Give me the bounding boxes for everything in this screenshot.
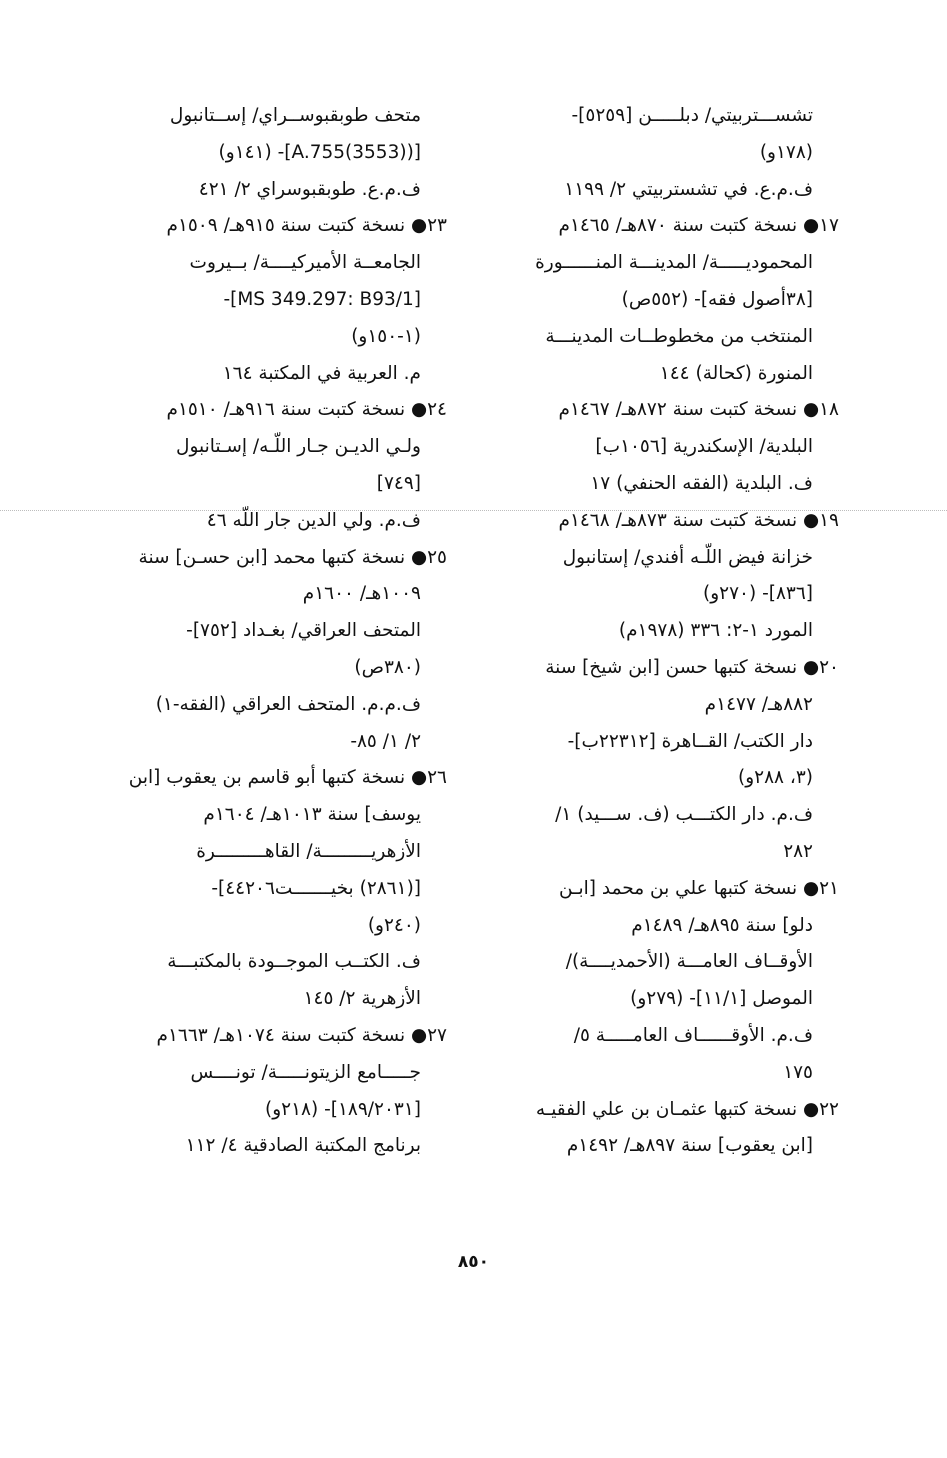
entry-detail-line: المحموديـــــة/ المدينـــة المنــــــورة [535,252,813,274]
entry-detail-line: [١٨٩/٢٠٣١]- (٢١٨و) [265,1098,421,1120]
entry-detail-line: [ابن يعقوب] سنة ٨٩٧هـ/ ١٤٩٢م [566,1135,813,1157]
entry-detail-line: خزانة فيض اللّـه أفندي/ إستانبول [562,546,813,568]
manuscript-entry-line: ١٨● نسخة كتبت سنة ٨٧٢هـ/ ١٤٦٧م [558,399,839,421]
entry-detail-line: الجامعــة الأميركيــــة/ بــيروت [189,252,421,274]
right-column [509,98,839,1165]
entry-detail-line: [(٢٨٦١) بخيـــــــت٤٤٢٠٦]- [211,877,421,899]
entry-detail-line: ف.م.ع. طوبقبوسراي ٢/ ٤٢١ [198,178,421,200]
left-column [117,98,447,1165]
entry-detail-line: ف. البلدية (الفقه الحنفي) ١٧ [590,472,813,494]
entry-detail-line: [(A.755(3553)]- (١٤١و) [218,141,421,163]
manuscript-entry-line: ٢٣● نسخة كتبت سنة ٩١٥هـ/ ١٥٠٩م [166,215,447,237]
entry-detail-line: [٣٨أصول فقه]- (٥٥٢ص) [621,288,813,310]
entry-detail-line: ف.م. دار الكتـــب (ف. ســـيد) ١/ [555,804,813,826]
manuscript-entry-line: ٢٧● نسخة كتبت سنة ١٠٧٤هـ/ ١٦٦٣م [156,1024,447,1046]
entry-detail-line: ف.م.م. المتحف العراقي (الفقه-١) [155,693,421,715]
entry-detail-line: الموصل [١١/١]- (٢٧٩و) [630,988,813,1010]
entry-detail-line: ٢/ ١/ ٨٥- [350,730,421,752]
entry-detail-line: (١-١٥٠و) [351,325,421,347]
manuscript-entry-line: ٢١● نسخة كتبها علي بن محمد [ابـن [558,877,839,899]
entry-detail-line: (٣٨٠ص) [354,656,421,678]
entry-detail-line: الأزهرية ٢/ ١٤٥ [303,988,421,1010]
entry-detail-line: برنامج المكتبة الصادقية ٤/ ١١٢ [185,1135,421,1157]
entry-detail-line: (٢٤٠و) [367,914,421,936]
manuscript-entry-line: ٢٦● نسخة كتبها أبو قاسم بن يعقوب [ابن [128,767,447,789]
manuscript-entry-line: ٢٥● نسخة كتبها محمد [ابن حسـن] سنة [138,546,447,568]
entry-detail-line: الأوقــاف العامـــة (الأحمديــــة)/ [565,951,813,973]
entry-detail-line: (١٧٨و) [759,141,813,163]
entry-detail-line: المنورة (كحالة) ١٤٤ [659,362,813,384]
entry-detail-line: ٨٨٢هـ/ ١٤٧٧م [704,693,813,715]
entry-detail-line: البلدية/ الإسكندرية [١٠٥٦ب] [595,436,813,458]
entry-detail-line: الأزهريـــــــــة/ القاهـــــــــرة [196,840,421,862]
manuscript-entry-line: ١٩● نسخة كتبت سنة ٨٧٣هـ/ ١٤٦٨م [558,509,839,531]
entry-detail-line: ١٠٠٩هـ/ ١٦٠٠م [302,583,421,605]
entry-detail-line: [٧٤٩] [376,472,421,494]
manuscript-entry-line: ٢٤● نسخة كتبت سنة ٩١٦هـ/ ١٥١٠م [166,399,447,421]
entry-detail-line: ف.م. ولي الدين جار اللّه ٤٦ [206,509,421,531]
entry-detail-line: [٨٣٦]- (٢٧٠و) [703,583,813,605]
entry-detail-line: ١٧٥ [783,1061,813,1083]
entry-detail-line: ولـي الديـن جـار اللّـه/ إسـتانبول [176,436,421,458]
entry-detail-line: ف. الكتــب الموجــودة بالمكتبـــة [167,951,421,973]
entry-detail-line: م. العربية في المكتبة ١٦٤ [222,362,421,384]
entry-detail-line: دار الكتب/ القــاهرة [٢٢٣١٢ب]- [567,730,813,752]
entry-detail-line: تشســـتربيتي/ دبلـــــن [٥٢٥٩]- [571,105,813,126]
entry-detail-line: [MS 349.297: B93/1]- [223,288,421,310]
entry-detail-line: ف.م. الأوقــــــاف العامـــــة ٥/ [573,1024,813,1046]
entry-detail-line: يوسف] سنة ١٠١٣هـ/ ١٦٠٤م [203,804,421,826]
entry-detail-line: دلو] سنة ٨٩٥هـ/ ١٤٨٩م [631,914,813,936]
entry-detail-line: (٣، ٢٨٨و) [738,767,813,789]
page-number: ٨٥٠ [457,1252,490,1272]
entry-detail-line: ف.م.ع. في تشستربيتي ٢/ ١١٩٩ [564,178,813,200]
entry-detail-line: متحف طوبقبوســراي/ إســتانبول [169,105,421,126]
entry-detail-line: المورد ١-٢: ٣٣٦ (١٩٧٨م) [618,620,813,642]
entry-detail-line: ٢٨٢ [783,840,813,862]
manuscript-entry-line: ٢٠● نسخة كتبها حسن [ابن شيخ] سنة [545,656,839,678]
manuscript-entry-line: ٢٢● نسخة كتبها عثمـان بن علي الفقيـه [535,1098,839,1120]
entry-detail-line: المنتخب من مخطوطــات المدينـــة [545,325,813,347]
entry-detail-line: المتحف العراقي/ بغـداد [٧٥٢]- [186,620,421,642]
entry-detail-line: جـــــامع الزيتونـــــة/ تونــــس [190,1061,421,1083]
manuscript-entry-line: ١٧● نسخة كتبت سنة ٨٧٠هـ/ ١٤٦٥م [558,215,839,237]
